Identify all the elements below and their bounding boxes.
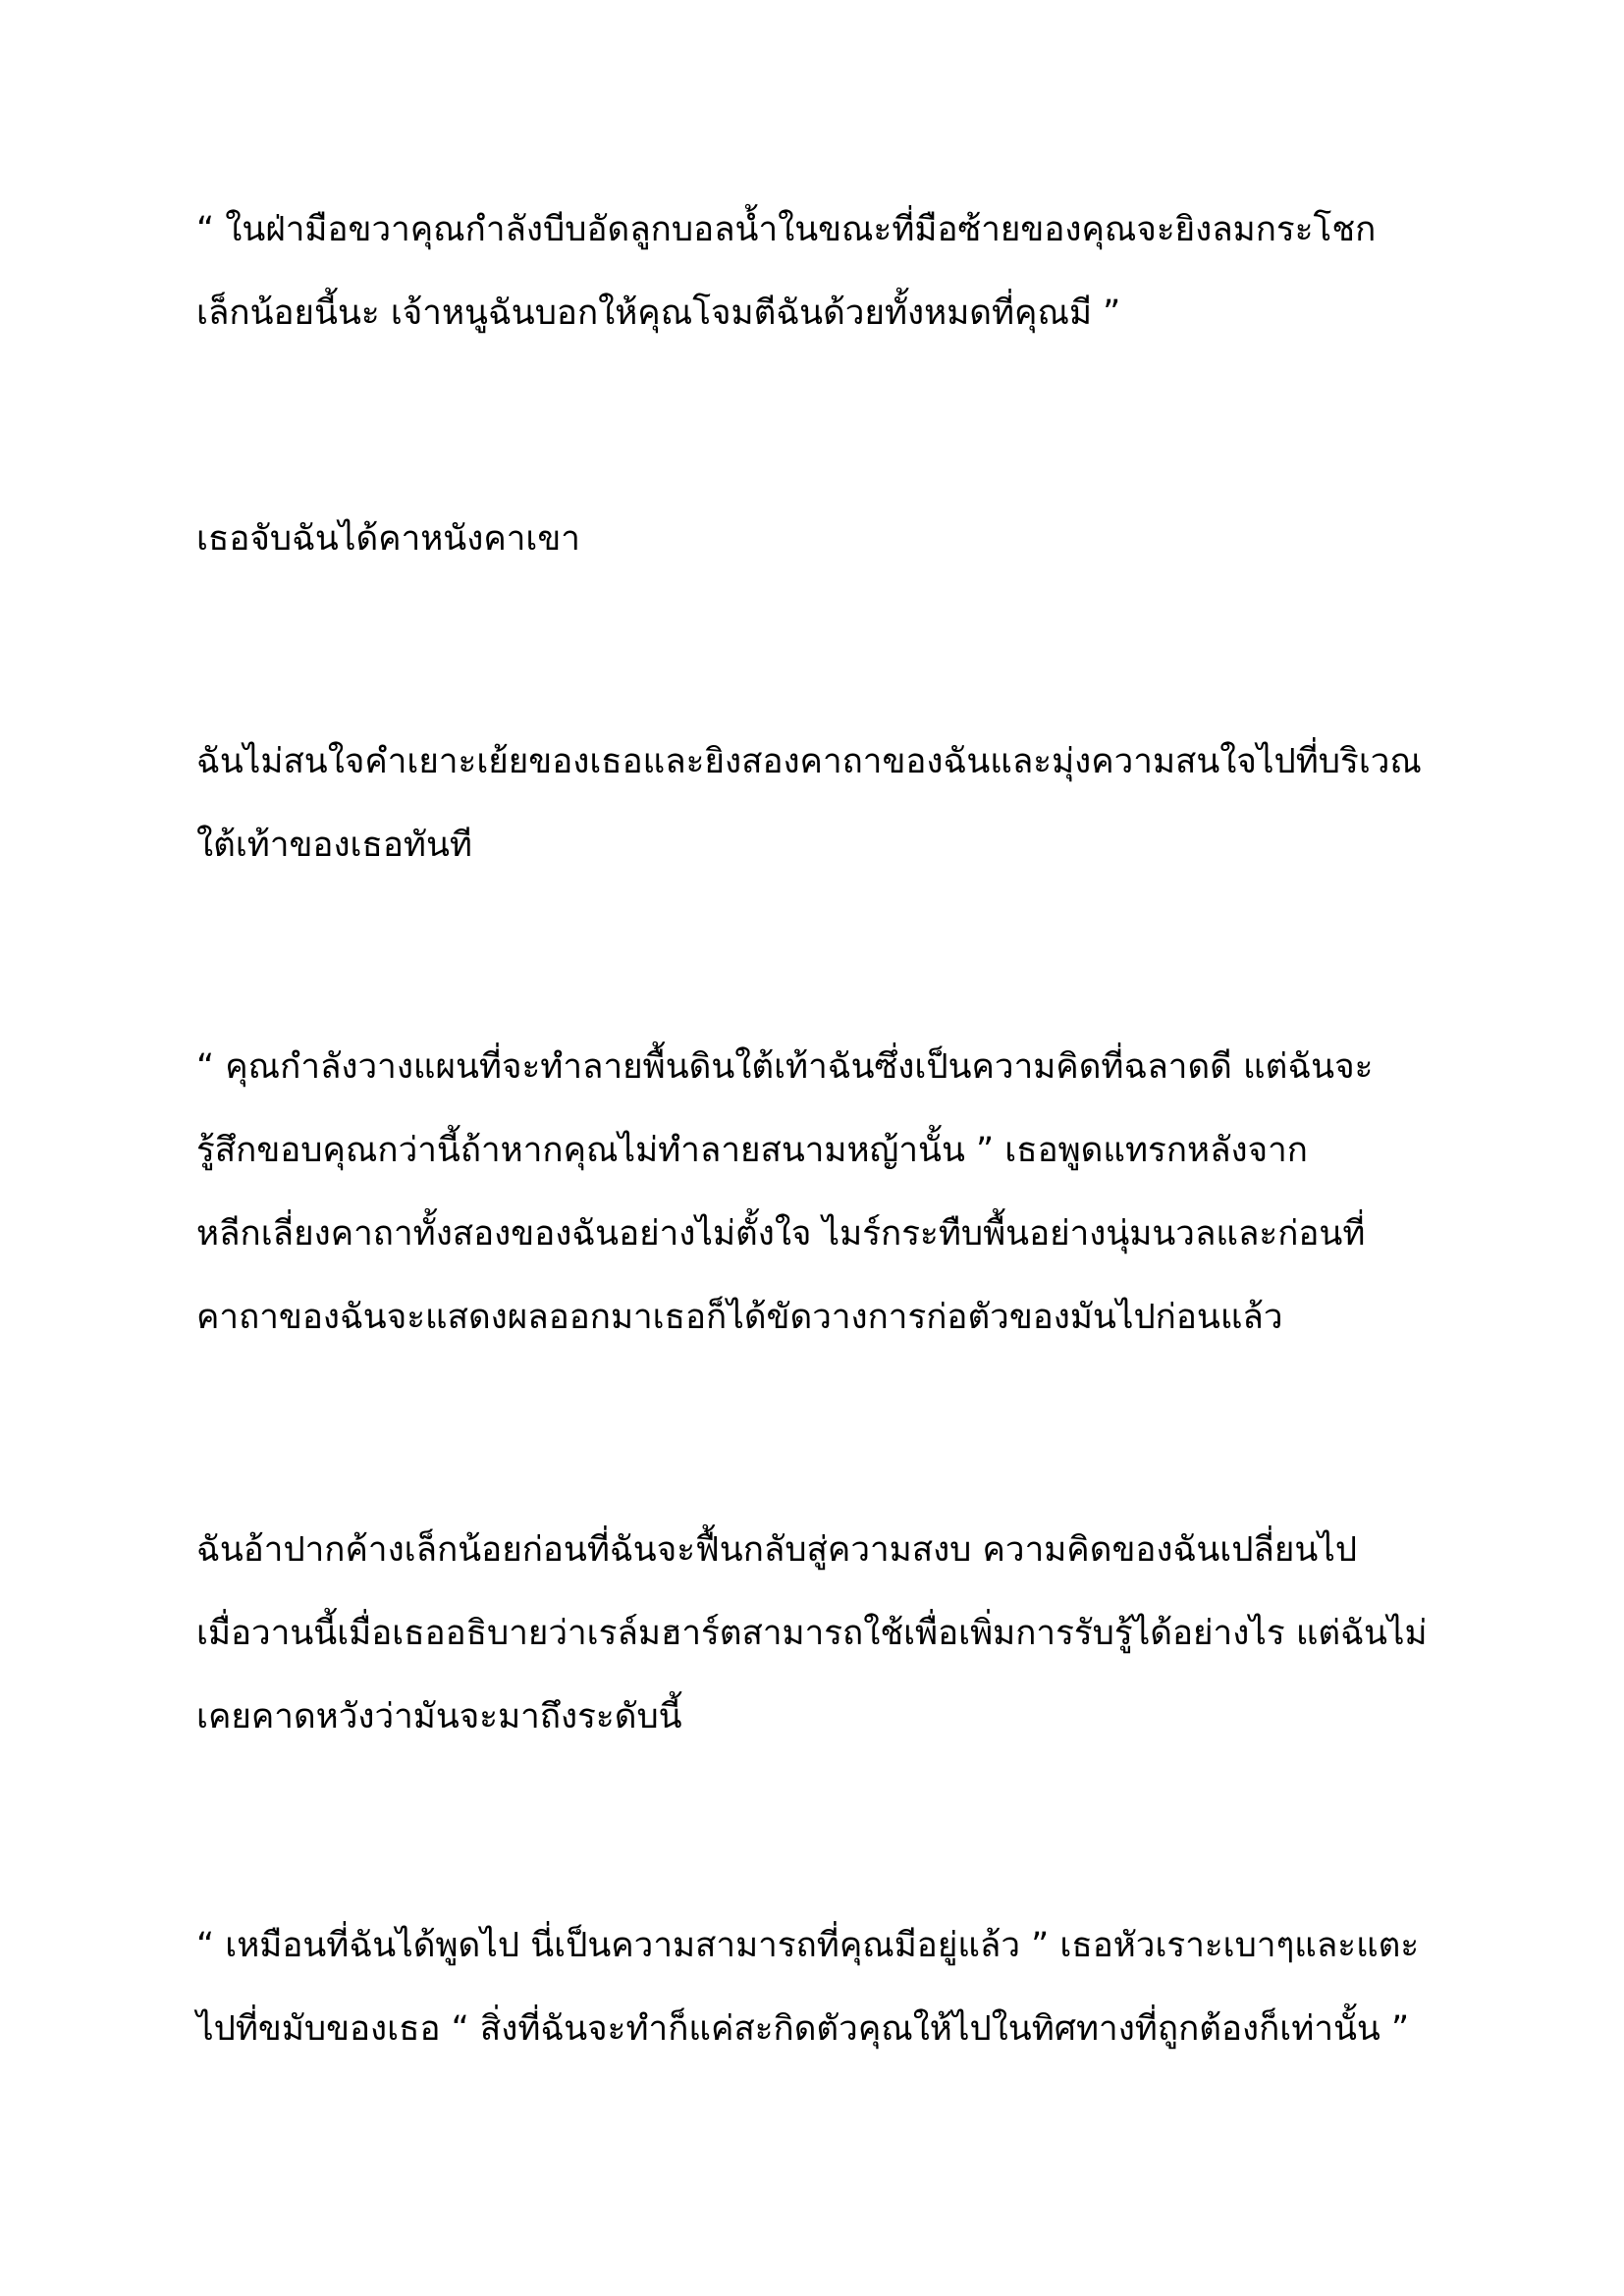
text-line: คาถาของฉันจะแสดงผลออกมาเธอก็ได้ขัดวางการก่อตัวของมันไปก่อนแล้ว bbox=[196, 1298, 1283, 1337]
text-line: เมื่อวานนี้เมื่อเธออธิบายว่าเรล์มฮาร์ตสามารถใช้เพื่อเพิ่มการรับรู้ได้อย่างไร แต่ฉันไม่ bbox=[196, 1614, 1428, 1653]
text-line: “ เหมือนที่ฉันได้พูดไป นี่เป็นความสามารถที่คุณมีอยู่แล้ว ” เธอหัวเราะเบาๆและแตะ bbox=[196, 1926, 1420, 1965]
text-line: เคยคาดหวังว่ามันจะมาถึงระดับนี้ bbox=[196, 1697, 682, 1736]
text-line: เล็กน้อยนี้นะ เจ้าหนูฉันบอกให้คุณโจมตีฉันด้วยทั้งหมดที่คุณมี ” bbox=[196, 294, 1121, 333]
text-line: ฉันไม่สนใจคำเยาะเย้ยของเธอและยิงสองคาถาของฉันและมุ่งความสนใจไปที่บริเวณ bbox=[196, 742, 1422, 781]
text-line: “ ในฝ่ามือขวาคุณกำลังบีบอัดลูกบอลน้ำในขณะที่มือซ้ายของคุณจะยิงลมกระโชก bbox=[196, 210, 1377, 249]
text-line: รู้สึกขอบคุณกว่านี้ถ้าหากคุณไม่ทำลายสนามหญ้านั้น ” เธอพูดแทรกหลังจาก bbox=[196, 1131, 1308, 1170]
text-line: ฉันอ้าปากค้างเล็กน้อยก่อนที่ฉันจะฟื้นกลับสู่ความสงบ ความคิดของฉันเปลี่ยนไป bbox=[196, 1530, 1358, 1570]
text-line: ไปที่ขมับของเธอ “ สิ่งที่ฉันจะทำก็แค่สะกิดตัวคุณให้ไปในทิศทางที่ถูกต้องก็เท่านั้น ” bbox=[196, 2009, 1410, 2049]
text-line: “ คุณกำลังวางแผนที่จะทำลายพื้นดินใต้เท้าฉันซึ่งเป็นความคิดที่ฉลาดดี แต่ฉันจะ bbox=[196, 1047, 1374, 1087]
text-line: หลีกเลี่ยงคาถาทั้งสองของฉันอย่างไม่ตั้งใจ ไมร์กระทืบพื้นอย่างนุ่มนวลและก่อนที่ bbox=[196, 1214, 1366, 1254]
text-line: เธอจับฉันได้คาหนังคาเขา bbox=[196, 519, 580, 559]
text-line: ใต้เท้าของเธอทันที bbox=[196, 826, 472, 865]
